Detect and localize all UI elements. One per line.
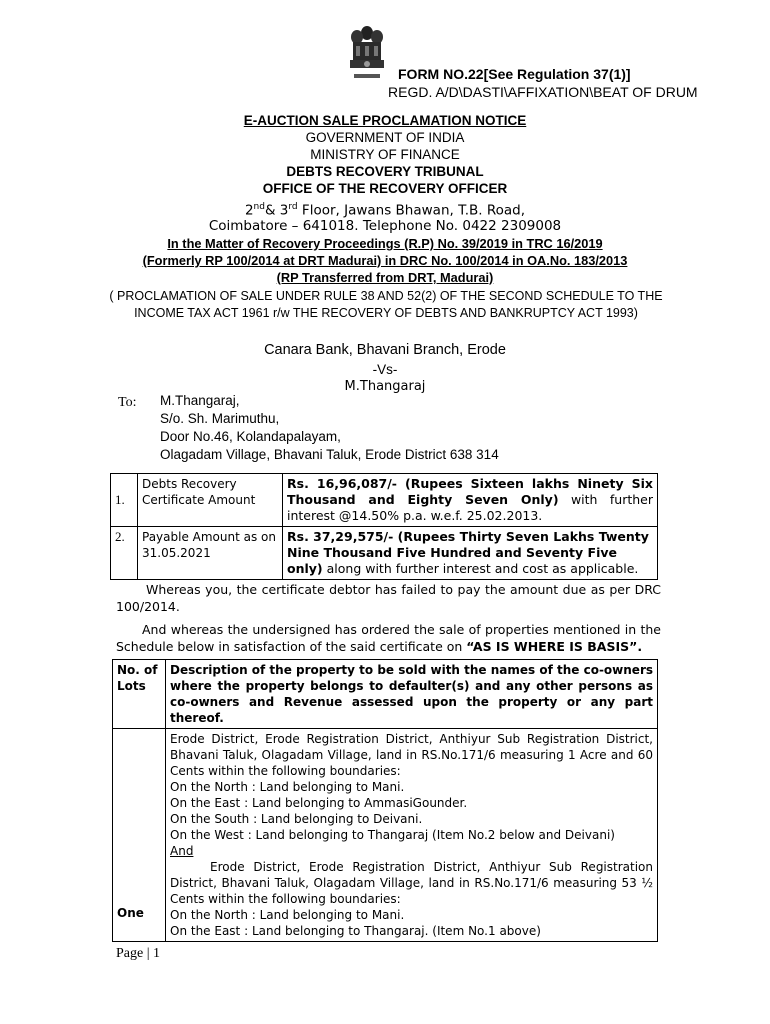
paragraph-sale-order: And whereas the undersigned has ordered the sale of properties mentioned in the Schedule below in satisfaction of the said certificate on “AS IS WHERE IS BASIS”. (116, 622, 661, 654)
government-line: GOVERNMENT OF INDIA (305, 130, 465, 145)
versus-label: -Vs- (372, 362, 398, 377)
amount-value: Rs. 16,96,087/- (Rupees Sixteen lakhs Ninety Six Thousand and Eighty Seven Only) with further interest @14.50% p.a. w.e.f. 25.02.2013. (283, 474, 658, 527)
amount-label: Debts Recovery Certificate Amount (138, 474, 283, 527)
transferred-line: (RP Transferred from DRT, Madurai) (276, 270, 494, 285)
amount-table (110, 473, 658, 580)
amount-value: Rs. 37,29,575/- (Rupees Thirty Seven Lakhs Twenty Nine Thousand Five Hundred and Seventy Five only) along with further interest and cost as applicable. (283, 527, 658, 580)
amount-label: Payable Amount as on 31.05.2021 (138, 527, 283, 580)
address-line-1: 2nd& 3rd Floor, Jawans Bhawan, T.B. Road, (244, 202, 526, 219)
table-header-row (113, 660, 658, 729)
delivery-mode: REGD. A/D\DASTI\AFFIXATION\BEAT OF DRUM (388, 84, 698, 100)
item1-east: On the East : Land belonging to AmmasiGounder. (170, 796, 468, 810)
proclamation-text: ( PROCLAMATION OF SALE UNDER RULE 38 AND 52(2) OF THE SECOND SCHEDULE TO THE INCOME TAX ACT 1961 r/w THE RECOVERY OF DEBTS AND BANKRUPTCY ACT 1993) (109, 289, 663, 320)
addressee-line: Door No.46, Kolandapalayam, (160, 429, 341, 444)
item2-north: On the North : Land belonging to Mani. (170, 908, 405, 922)
addressee-line: Olagadam Village, Bhavani Taluk, Erode District 638 314 (160, 447, 499, 462)
item1-west: On the West : Land belonging to Thangaraj (Item No.2 below and Deivani) (170, 828, 615, 842)
row-number: 2. (111, 527, 138, 580)
state-emblem-icon (344, 24, 390, 84)
ministry-line: MINISTRY OF FINANCE (310, 147, 460, 162)
description-column-header: Description of the property to be sold with the names of the co-owners where the property belongs to defaulter(s) and any other persons as co-owners and Revenue assessed upon the property or any part thereof. (166, 660, 658, 729)
table-row (113, 729, 658, 942)
paragraph-default: Whereas you, the certificate debtor has failed to pay the amount due as per DRC 100/2014. (116, 582, 661, 614)
form-number: FORM NO.22[See Regulation 37(1)] (398, 66, 631, 82)
addressee-block (160, 392, 499, 464)
tribunal-line: DEBTS RECOVERY TRIBUNAL (286, 164, 484, 179)
matter-line: In the Matter of Recovery Proceedings (R.P) No. 39/2019 in TRC 16/2019 (167, 236, 603, 251)
table-row (111, 474, 658, 527)
addressee-line: S/o. Sh. Marimuthu, (160, 411, 280, 426)
row-number: 1. (111, 474, 138, 527)
schedule-table (112, 659, 658, 942)
address-line-2: Coimbatore – 641018. Telephone No. 0422 2309008 (208, 218, 562, 234)
item1-north: On the North : Land belonging to Mani. (170, 780, 405, 794)
and-label: And (170, 844, 194, 858)
item2-east: On the East : Land belonging to Thangaraj. (Item No.1 above) (170, 924, 541, 938)
item1-south: On the South : Land belonging to Deivani. (170, 812, 423, 826)
notice-title: E-AUCTION SALE PROCLAMATION NOTICE (243, 113, 527, 128)
plaintiff-name: Canara Bank, Bhavani Branch, Erode (264, 342, 506, 358)
lot-number: One (113, 729, 166, 942)
lots-column-header: No. of Lots (113, 660, 166, 729)
to-label: To: (118, 395, 137, 410)
item1-intro: Erode District, Erode Registration District, Anthiyur Sub Registration District, Bhavani Taluk, Olagadam Village, land in RS.No.171/6 measuring 1 Acre and 60 Cents within the following boundaries: (170, 732, 653, 778)
page-number: Page | 1 (116, 946, 161, 961)
defendant-name: M.Thangaraj (344, 379, 426, 394)
formerly-line: (Formerly RP 100/2014 at DRT Madurai) in DRC No. 100/2014 in OA.No. 183/2013 (142, 253, 628, 268)
property-description (166, 729, 658, 942)
addressee-line: M.Thangaraj, (160, 393, 240, 408)
table-row (111, 527, 658, 580)
office-line: OFFICE OF THE RECOVERY OFFICER (262, 181, 508, 196)
item2-intro: Erode District, Erode Registration District, Anthiyur Sub Registration District, Bhavani Taluk, Olagadam Village, land in RS.No.171/6 measuring 53 ½ Cents within the following boundaries: (170, 860, 653, 906)
